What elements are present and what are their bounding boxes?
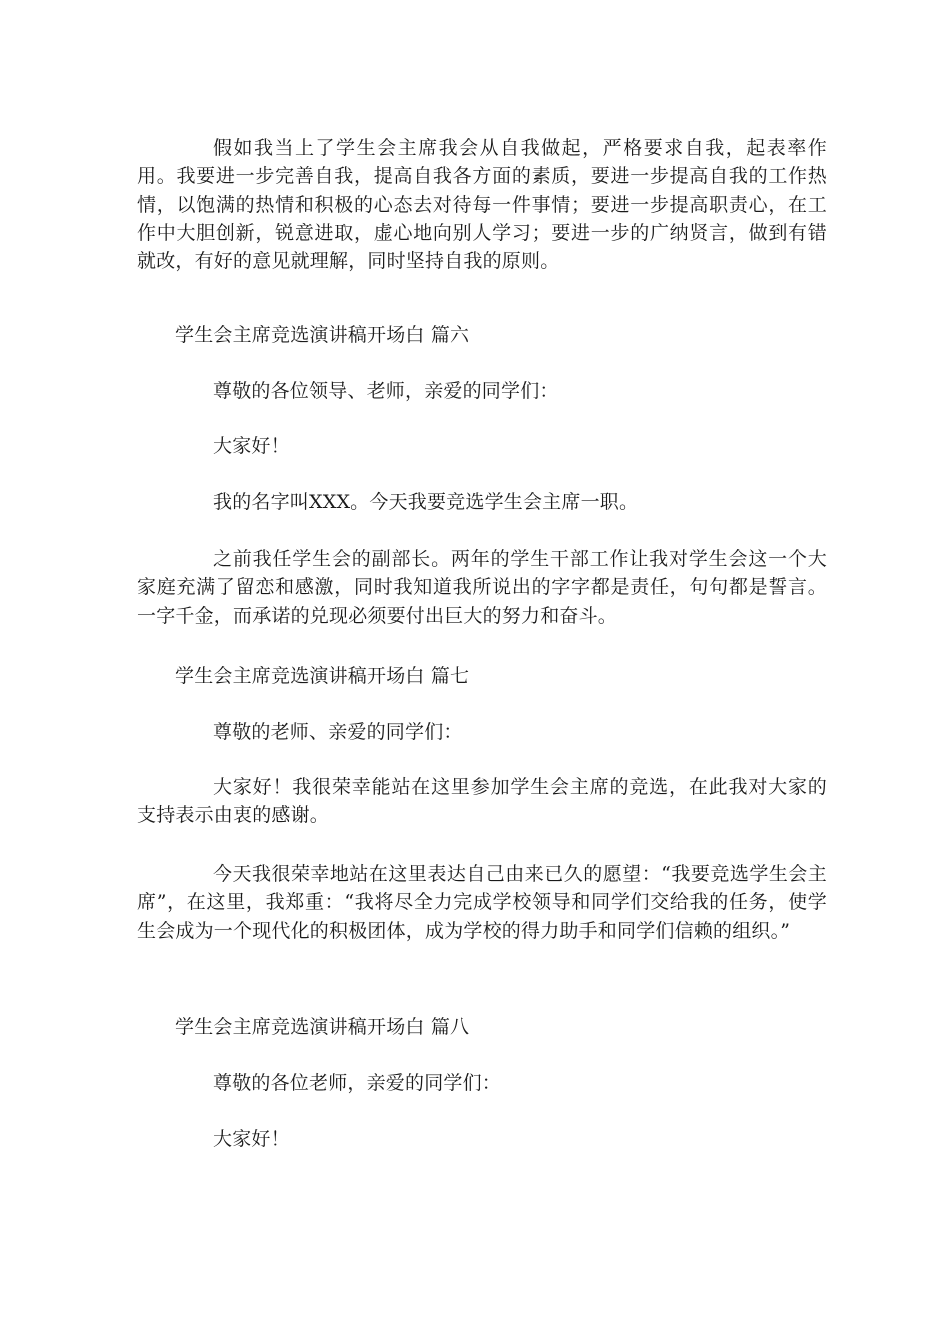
- greeting-7: 尊敬的老师、亲爱的同学们：: [213, 721, 463, 743]
- intro-6: 我的名字叫XXX。今天我要竞选学生会主席一职。: [213, 491, 639, 513]
- section-heading-7: 学生会主席竞选演讲稿开场白 篇七: [175, 665, 470, 687]
- greeting-6: 尊敬的各位领导、老师，亲爱的同学们：: [213, 380, 559, 402]
- section-heading-8: 学生会主席竞选演讲稿开场白 篇八: [175, 1016, 470, 1038]
- paragraph-self-improvement: 假如我当上了学生会主席我会从自我做起，严格要求自我，起表率作用。我要进一步完善自我，提高自我各方面的素质，要进一步提高自我的工作热情，以饱满的热情和积极的心态去对待每一件事情；要进一步提高职责心，在工作中大胆创新，锐意进取，虚心地向别人学习；要进一步的广纳贤言，做到有错就改，有好的意见就理解，同时坚持自我的原则。: [137, 137, 827, 273]
- hello-6: 大家好！: [213, 435, 290, 457]
- paragraph-7a: 大家好！我很荣幸能站在这里参加学生会主席的竞选，在此我对大家的支持表示由衷的感谢。: [137, 776, 827, 827]
- section-heading-6: 学生会主席竞选演讲稿开场白 篇六: [175, 324, 470, 346]
- greeting-8: 尊敬的各位老师，亲爱的同学们：: [213, 1072, 502, 1094]
- paragraph-6: 之前我任学生会的副部长。两年的学生干部工作让我对学生会这一个大家庭充满了留恋和感激，同时我知道我所说出的字字都是责任，句句都是誓言。一字千金，而承诺的兑现必须要付出巨大的努力和奋斗。: [137, 548, 827, 627]
- paragraph-7b: 今天我很荣幸地站在这里表达自己由来已久的愿望：“我要竞选学生会主席”，在这里，我郑重：“我将尽全力完成学校领导和同学们交给我的任务，使学生会成为一个现代化的积极团体，成为学校的得力助手和同学们信赖的组织。”: [137, 863, 827, 942]
- hello-8: 大家好！: [213, 1128, 290, 1150]
